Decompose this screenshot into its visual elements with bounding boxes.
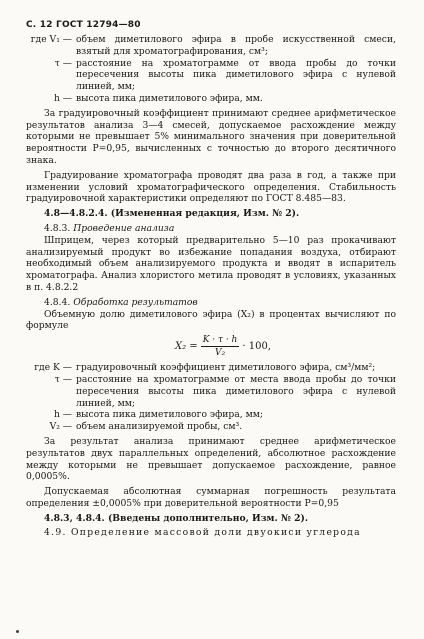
section-4-8-3-heading — [26, 223, 396, 235]
definitions-block-2 — [26, 362, 396, 433]
document-page — [26, 20, 396, 539]
definition-item — [26, 421, 396, 433]
section-number: 4.8.4. — [44, 296, 71, 308]
calibration-coefficient-paragraph: За градуировочный коэффициент принимают среднее арифметическое результатов анализа 3—4 смесей, допускаемое расхождение между которыми не превышает 5% минимального значения при доверительной вероятности P=0,95, вычисленных с точностью до второго десятичного знака. — [26, 107, 396, 166]
definition-term: где V₁ — — [30, 34, 72, 45]
formula — [50, 335, 396, 358]
definition-item — [26, 374, 396, 409]
analysis-procedure-paragraph: Шприцем, через который предварительно 5—10 раз прокачивают анализируемый продукт во избежание попадания воздуха, отбирают необходимый объем анализируемого продукта и вводят в испаритель хроматографа. Анализ хлористого метила проводят в условиях, указанных в п. 4.8.2.2 — [26, 234, 396, 293]
definition-text: объем диметилового эфира в пробе искусственной смеси, взятый для хроматографирования, см³; — [76, 34, 396, 57]
definition-term: где K — — [34, 362, 72, 374]
definition-text: градуировочный коэффициент диметилового эфира, см³/мм²; — [76, 362, 376, 374]
definition-item — [26, 58, 396, 93]
amendment-note: 4.8.3, 4.8.4. (Введены дополнительно, Изм. № 2). — [44, 512, 309, 524]
section-number: 4.8.3. — [44, 222, 71, 234]
definition-term: h — — [53, 409, 72, 421]
definition-term: τ — — [54, 373, 72, 385]
running-head: С. 12 ГОСТ 12794—80 — [26, 20, 141, 30]
definition-item — [26, 362, 396, 374]
section-title: Проведение анализа — [73, 222, 175, 234]
section-4-9-heading: 4.9. Определение массовой доли двуокиси углерода — [44, 527, 361, 539]
section-title: Обработка результатов — [73, 296, 198, 308]
definition-item — [26, 409, 396, 421]
formula-fraction — [201, 335, 240, 358]
definition-text: высота пика диметилового эфира, мм. — [76, 92, 263, 104]
definitions-block-1 — [26, 34, 396, 105]
definition-term: V₂ — — [49, 421, 72, 433]
formula-intro-paragraph: Объемную долю диметилового эфира (X₂) в процентах вычисляют по формуле — [26, 308, 396, 332]
formula-numerator: K · τ · h — [202, 335, 238, 346]
definition-text: расстояние на хроматограмме от ввода пробы до точки пересечения высоты пика диметилового эфира с нулевой линией, мм; — [76, 57, 396, 93]
error-paragraph: Допускаемая абсолютная суммарная погрешность результата определения ±0,0005% при доверительной вероятности P=0,95 — [26, 486, 396, 509]
definition-text: расстояние на хроматограмме от места ввода пробы до точки пересечения высоты пика диметилового эфира с нулевой линией, мм; — [76, 373, 396, 409]
calibration-frequency-paragraph: Градуирование хроматографа проводят два раза в год, а также при изменении условий хроматографического определения. Стабильность градуировочной характеристики определяют по ГОСТ 8.485—83. — [26, 169, 396, 205]
definition-item — [26, 93, 396, 105]
result-paragraph: За результат анализа принимают среднее арифметическое результатов двух параллельных определений, абсолютное расхождение между которыми не превышает допускаемое расхождение, равное 0,0005%. — [26, 435, 396, 483]
formula-rhs: · 100, — [242, 341, 271, 353]
formula-lhs: X₂ = — [175, 341, 198, 353]
scan-speck — [16, 630, 19, 633]
definition-text: высота пика диметилового эфира, мм; — [76, 409, 263, 421]
definition-text: объем анализируемой пробы, см³. — [76, 421, 243, 433]
definition-item — [26, 34, 396, 58]
definition-term: h — — [53, 92, 72, 104]
definition-term: τ — — [54, 57, 72, 69]
formula-denominator: V₂ — [214, 348, 226, 359]
section-4-8-4-heading — [26, 297, 396, 309]
amendment-note: 4.8—4.8.2.4. (Измененная редакция, Изм. № 2). — [44, 208, 300, 220]
